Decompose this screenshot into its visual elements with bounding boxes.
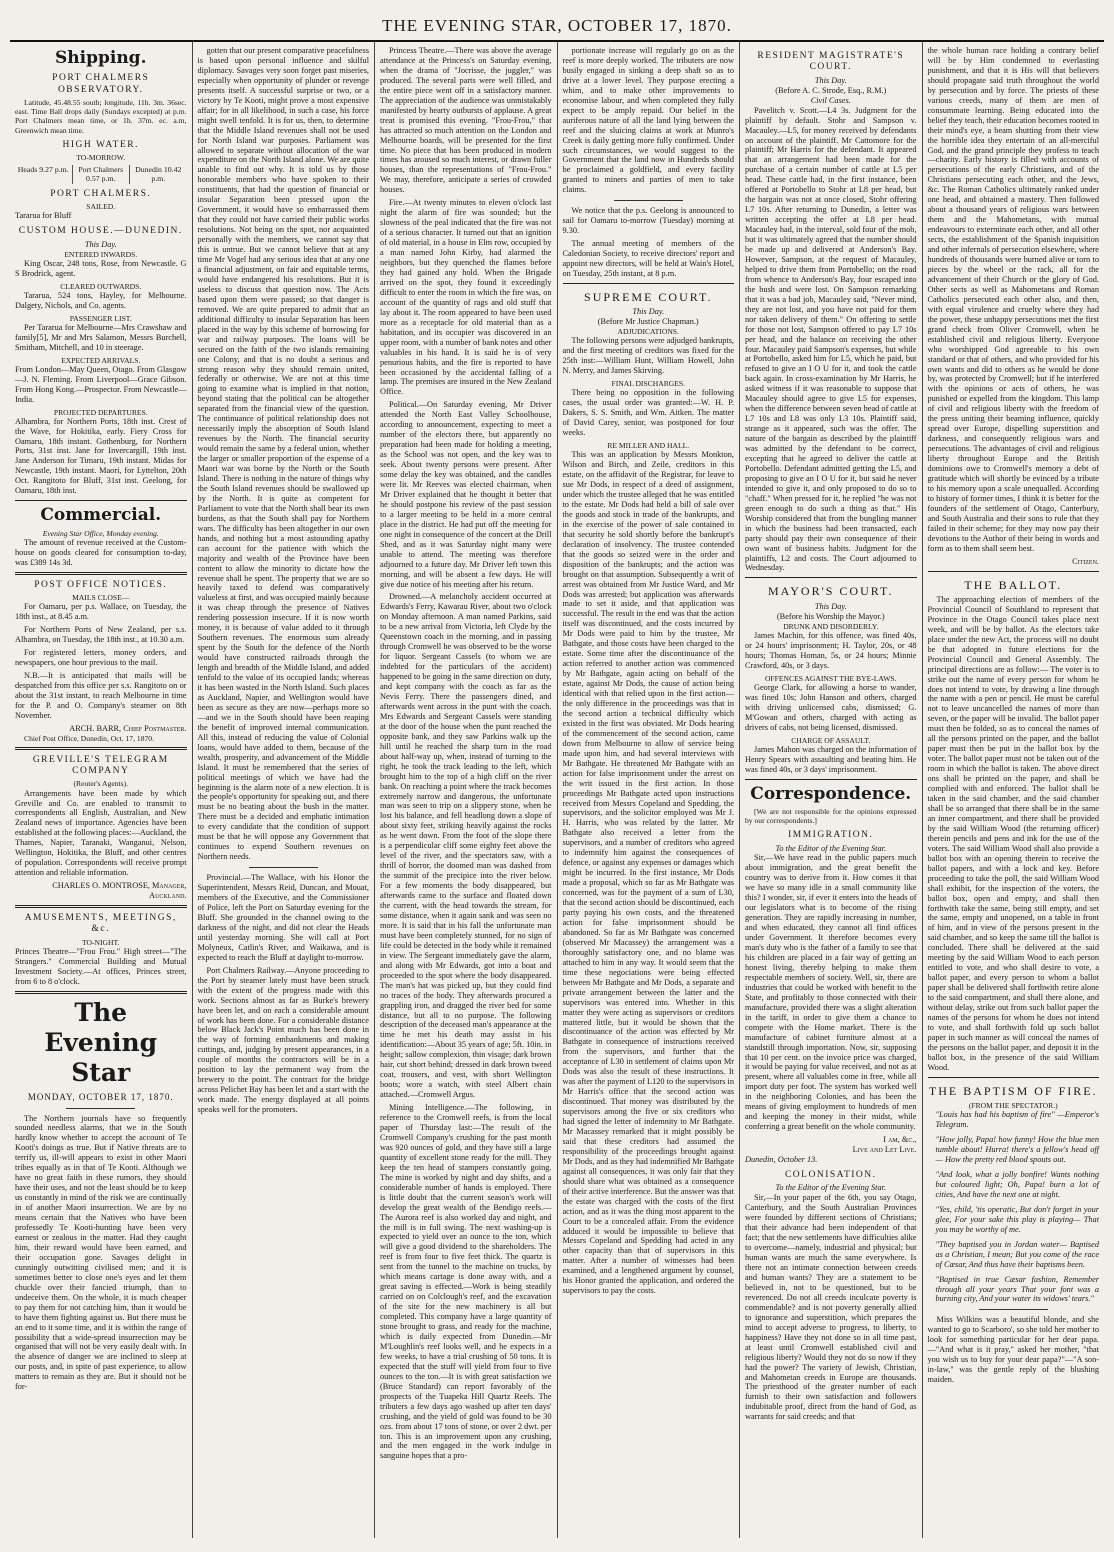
- sailed-text: Tararua for Bluff: [15, 211, 72, 221]
- immigration-date: Dunedin, October 13.: [745, 1155, 818, 1165]
- divider: [15, 747, 187, 750]
- cleared-label: CLEARED OUTWARDS.: [60, 281, 142, 291]
- correspondence-note: [We are not responsible for the opinions expressed by our correspondents.]: [745, 806, 917, 825]
- editorial-date: MONDAY, OCTOBER 17, 1870.: [27, 1091, 174, 1102]
- divider: [15, 991, 187, 994]
- colonisation-heading: COLONISATION.: [784, 1170, 877, 1180]
- byelaws-label: OFFENCES AGAINST THE BYE-LAWS.: [764, 673, 897, 683]
- observatory-text: Latitude, 45.48.55 south; longitude, 11h. 3m. 36sec. east. Time Ball drops daily (Sundays excepted) at p.m. Port Chalmers mean time, or 1h. 37m. ec. a.m, Greenwich mean time.: [15, 98, 187, 135]
- baptism-heading: THE BAPTISM OF FIRE.: [928, 1083, 1098, 1098]
- customs-this-day: This Day.: [84, 239, 117, 249]
- poem-verse-4: "They baptised you in Jordan water— Baptised as a Christian, I mean; But you come of the race of Cæsar, And thus have their baptisms been.: [935, 1239, 1099, 1269]
- colonisation-text: Sir,—In your paper of the 6th, you say Otago, Canterbury, and the South Australian Provinces were founded by different sections of Christians; that their advance had been independent of that fact; that the new settlements have difficulties alike to overcome—namely, industrial and physical; but human wants are much the same everywhere. Is there not an intimate connection between creeds and human wants? They are a statement to be believed in, not to be questioned, but to be reverenced. Do not all creeds inculcate poverty is commendable? and is not poverty generally allied to ignorance and superstition, which prepares the mind to accept adverse to progress, to liberty, to happiness? Have they not done so in all time past, at least until Cromwell established civil and religious liberty? Would they not do so now if they had the power? The variety of Jewish, Christian, and Mahometan creeds in Europe are thousands. The priesthood of the greater number of each furnish to their own satisfaction and followers indubitable proof, direct from the hand of God, as warrants for said creeds; and that: [745, 1193, 917, 1422]
- resident-this-day: This Day.: [814, 75, 847, 85]
- resident-court-heading: RESIDENT MAGISTRATE'S COURT.: [757, 51, 905, 73]
- tonight-label: TO-NIGHT.: [82, 937, 120, 947]
- column-5: [740, 42, 923, 1538]
- divider: [745, 577, 917, 578]
- projected-text: Alhambra, for Northern Ports, 18th inst. Crest of the Wave, for Hokitika, early. Fiery Cross for Oamaru, 18th instant. Gothenburg, for Northern Ports, 31st inst. Jane for Invercargill, 19th inst. Jane Anderson for Timaru, 19th instant. Midas for Newcastle, 19th instant. Maori, for Lyttelton, 20th Oct. Rangitoto for Bluff, 31st inst. Geelong, for Oamaru, 18th inst.: [15, 416, 187, 496]
- entered-label: ENTERED INWARDS.: [64, 249, 138, 259]
- column-1: [10, 42, 193, 1538]
- immigration-text: Sir,—We have read in the public papers much about immigration, and the great benefit the country was to derive from it. How comes it that we have so many idle in a small community like this? I wonder, sir, if ever it enters into the heads of our legislators what is to become of the rising generation. They are rapidly increasing in number, and when educated, they cannot all find offices under Government. It therefore becomes every man's duty who is the father of a family to see that his children are placed in a fair way of getting an honest living, thereby helping to make them respectable members of society. Well, sir, there are industries that could be worked with benefit to the State, and profitably to those connected with their manufacture, provided there was a slight alteration in the tariff, in order to give them a chance to compete with the Home market. There is the manufacture of cabinet furniture almost at a standstill through importation. Now, sir, supposing that 10 per cent. on the invoice price was charged, it would be paying for value received, and not as at present, where all valuables come in free, while all import duty per foot. The system has worked well in the neighboring Colonies, and has been the means of giving employment to hundreds of men and keeping the money in their midst, while conferring a great benefit on the whole community.: [745, 853, 917, 1132]
- customs-heading: CUSTOM HOUSE.—DUNEDIN.: [18, 226, 183, 237]
- shipping-heading: Shipping.: [55, 48, 147, 68]
- editorial-text: The Northern journals have so frequently sounded needless alarms, that we in the South hardly know whether to accept the account of Te Kooti's doings as true. But if Native threats are to terrify us, ill-will appears to exist in other Maori tribes equally as in that of Te Kooti. Although we have no great faith in these rumors, they should have their uses, and not the least should be to keep us constantly in mind of the risk we are continually in of another Maori insurrection. We are by no means certain that the Natives who have been professedly Te Kooti-hunting have been very earnest or zealous in the matter. Had they caught him, their reward would have been earned, and their occupation gone. Savages delight in cunningly outwitting civilised men; and it is sometimes better to close one's eyes and let them chuckle over their fancied triumph, than to undeceive them. On the whole, it is much cheaper to pay them for not catching him, than it would be to have them fighting against us. But there must be an end to it some time, and it is within the range of possibility that a wide-spread insurrection may be organised that will not be very easily dealt with. In the absence of danger we are inclined to sleep at our posts, and, in spite of past experience, to allow matters to remain as they are. But it should not be for-: [15, 1113, 187, 1392]
- port-chalmers-heading: PORT CHALMERS.: [50, 188, 152, 199]
- resident-before: (Before A. C. Strode, Esq., R.M.): [775, 85, 887, 95]
- political-text: Political.—On Saturday evening, Mr Driver attended the North East Valley Schoolhouse, according to announcement, expecting to meet a number of the electors there, but apparently no preparation had been made for holding a meeting, as the School was not open, and the key was to seek. About twenty persons were present. After some delay the key was obtained, and the candles were lit. Mr Reeves was elected chairman, when Mr Driver explained that he thought it better that he should postpone his review of the past session to a larger meeting to be held in a more central place in the district. He had put off the meeting for one night in consequence of the concert at the Drill Shed, and as it was Saturday night many were unable to attend. The meeting was therefore adjourned to a future day. Mr Driver left town this morning, and will be absent a few days. He will give due notice of his meeting after his return.: [380, 400, 552, 589]
- drowned-text: Drowned.—A melancholy accident occurred at Edwards's Ferry, Kawarau River, about two o'clock on Monday afternoon. A man named Parkins, said to be a new arrival from Victoria, left Clyde by the Queenstown coach in the morning, and in passing through Cromwell he was observed to be the worse for liquor. Sergeant Cassels (to whom we are indebted for the particulars of the accident) happened to be going in the same direction on duty, and kept company with the coach as far as the Nevis Ferry. There the passengers dined, and afterwards went across in the punt with the coach. Mrs Edwards and Sergeant Cassels were standing at the door of the house when the punt reached the opposite bank, and they saw Parkins walk up the hill until he reached the sharp turn in the road about half-way up, when, instead of turning to the right, he took the track leading to the left, which brought him to the top of a high cliff on the river bank. On reaching a point where the track becomes extremely narrow and dangerous, the unfortunate man was seen to trip on a slippery stone, when he lost his balance, and fell headlong down a slope of about sixty feet, striking heavily against the rocks as he went down. From the foot of the slope there is a perpendicular cliff some eighty feet above the level of the river, and the spectators saw, with a thrill of horror, the doomed man was dashed from the summit of the precipice into the river below. For a few moments the body disappeared, but afterwards came to the surface and floated down the current, with the head towards the stream, for some distance, when it again sank and was seen no more. It is said that in his fall the unfortunate man must have been completely stunned, for no sign of life could be detected in the body while it remained in view. The Sergeant immediately gave the alarm, and along with Mr Edwards, got into a boat and proceeded to the spot where the body disappeared. The man's hat was picked up, but they could find no traces of the body. They afterwards procured a grappling iron, and dragged the river bed for some distance, but all to no purpose. The following description of the deceased man's appearance at the time he met his death may assist in his identification:—About 35 years of age; 5ft. 10in. in height; sallow complexion, thin visage; dark brown hair, cut short behind; dressed in dark brown tweed coat, trousers, and vest, with short Wellington boots; wore a watch, with steel Albert chain attached.—Cromwell Argus.: [380, 592, 552, 1100]
- divider: [614, 200, 683, 201]
- closing-anecdote: Miss Wilkins was a beautiful blonde, and she wanted to go to Scarboro', so she told her mother to look for something particular for her dear papa.—"And what is it pray," asked her mother, "that you wish us to buy for your dear papa?"—"A son-in-law," was the gentle reply of the blushing maiden.: [927, 1315, 1099, 1385]
- passenger-label: PASSENGER LIST.: [69, 313, 132, 323]
- passenger-text: Per Tararua for Melbourne—Mrs Crawshaw and family[5], Mr and Mrs Salamon, Messrs Burchell, Smitham, Mitchell, and 10 in steerage.: [15, 322, 187, 352]
- hw-port: Port Chalmers 0.57 p.m.: [72, 165, 130, 184]
- post-signature: ARCH. BARR, Chief Postmaster.: [69, 723, 187, 733]
- theatre-text: Princess Theatre.—There was above the average attendance at the Princess's on Saturday evening, when the drama of "Jocrisse, the juggler," was produced. The several parts were well filled, and the entire piece went off in a satisfactory manner. The appreciation of the audience was unmistakably manifested by hearty outbursts of applause. A great treat is promised this evening. "Frou-Frou," that has attracted so much attention on the London and Melbourne boards, will be presented for the first time. No piece that has been produced in modern times has aroused so much interest, or drawn fuller houses, than the representations of "Frou-Frou." We may, therefore, anticipate a series of crowded houses.: [380, 46, 552, 195]
- miller-hall-text: This was an application by Messrs Monkton, Wilson and Birch, and Zeile, creditors in this estate, on the affidavit of the Registrar, for leave to sue Mr Dods, in respect of a deed of assignment, under which the trustee alleged that he was entitled to the estate. Mr Dods had held a bill of sale over the goods and stock in trade of the bankrupts, and in the exercise of the power of sale contained in that security he sold shortly before the bankrupt's declaration of insolvency. The trustee contended that the goods so seized were in the order and disposition of the bankrupts; and the action was brought on that assumption. Subsequently a writ of arrest was obtained from Mr Justice Ward, and Mr Dods was arrested; but application was afterwards made to set it aside, and that application was successful. The result in the end was that the action itself was discontinued, and the costs incurred by Mr Dods were paid to him by the trustee, Mr Bathgate, and those costs have been charged to the estate. Some time after the discontinuance of the action referred to another action was commenced by Mr Bathgate, again acting on behalf of the estate, against Mr Dods, the cause of action being identical with that relied upon in the first action—the only difference in the proceedings was that in the second action a technical difficulty which existed in the first was obviated. Mr Dods hearing of the commencement of the second action, came down from Melbourne to allow of service being made upon him, and had several interviews with Mr Bathgate. He threatened Mr Bathgate with an action for false imprisonment under the arrest on the writ issued in the first action. In those proceedings Mr Bathgate acted upon instructions received from Messrs Copeland and Spedding, the supervisors, and the solicitor employed was Mr J. H. Harris, who was related by the latter. Mr Bathgate also received a letter from the supervisors, and a number of creditors who agreed to indemnify him against the consequences of defence, or against any expenses or damages which might be incurred. In the first instance, Mr Dods made a proposal, which so far as Mr Bathgate was concerned, was for the payment of a sum of L30, that the second action should be discontinued, each party paying his own costs, and the threatened action for false imprisonment should be abandoned. So far as Mr Bathgate was concerned (observed Mr Macassey) the arrangement was a thoroughly satisfactory one, and no blame was attached to him in any way. It would seem that the time these negociations were being effected between Mr Bathgate and Mr Dods, a separate and private arrangement between the latter and the supervisors was entered into. Whether in this matter they were acting as supervisors or creditors mattered little, but it would be shown that the discontinuance of the action was effected by Mr Bathgate in consequence of instructions received from the supervisors, and further that the acceptance of L30 in settlement of claims upon Mr Dods was also the result of these instructions. It was after the payment of L120 to the supervisors in Mr Harris's office that the second action was discontinued. That money was distributed by the supervisors among the five or six creditors who had signed the letter of indemnity to Mr Bathgate. Mr Macassey remarked that it might possibly be said that these creditors had assumed the responsibility of the proceedings brought against Mr Dods, and as they had indemnified Mr Bathgate against all consequences, it was only fair that they should share what was obtained as a consequence of their active interference. But the answer was that the estate was charged with the costs of the first action, and as it was the thing most apparent to the Court to be a concealed affair. From the evidence adduced it would be impossible to believe that Messrs Copeland and Spedding had acted in any other capacity than that of supervisors in this matter. After a number of witnesses had been examined, and a lengthened argument by counsel, his Honor granted the application, and ordered the supervisors to pay the costs.: [562, 450, 734, 1296]
- greville-signature: CHARLES O. MONTROSE, Manager, Auckland.: [52, 881, 187, 901]
- supreme-this-day: This Day.: [632, 307, 665, 317]
- immigration-sig-1: I am, &c.,: [883, 1135, 917, 1145]
- column-2: [193, 42, 376, 1538]
- newspaper-page: [10, 10, 1104, 1546]
- projected-label: PROJECTED DEPARTURES.: [53, 407, 148, 417]
- column-container: [10, 42, 1104, 1538]
- colonisation-continued: the whole human race holding a contrary belief will be by Him condemned to everlasting punishment, and that it is His will that believers should propagate said truth throughout the world by persecution and by force. The priests of these various creeds, many of them are men of consummate learning. Being educated into the belief they teach, their education becomes rooted in their mind's eye, a beam shutting from their view the horrible idea they entertain of an all-merciful God, and the grand principle they profess to teach—charity. Early history is filled with accounts of persecutions of the early Christians, and of the Christians persecuting each other, and the Jews, &c. The Roman Catholics ultimately ranked under one head, and obtained a mastery. Then followed about a thousand years of religious wars between them and the Mahometans, with mutual endeavours to exterminate each other, and all other sects, the establishment of the Spanish inquisition and other infernals of persecution elsewhere, where hundreds of thousands were burned alive or torn to pieces by the wheel or the rack, all for the advancement of their Church or the glory of God. Other sects as well as Mahometans and Roman Catholics persecuted each other also, and then, with equal virulence and cruelty where they had the power, these unhappy persecutions met the first grand check from Oliver Cromwell, when he established civil and religious liberty. Everyone who worshipped God agreeable to his own standard or that of others, and who provided for his own wants and did to others as he would be done by, was protected by Cromwell; but if he interfered with the opinions or acts of others, he was punished or expelled from the kingdom. This lamp of civil and religious liberty with the freedom of the press uniting their beaming influence, quickly spread over Europe, dispelling superstition and darkness, and consequently religious wars and persecutions. The advantages of civil and religious liberty throughout Europe and the British dominions owe to Cromwell's memory a debt of gratitude which will shortly be evinced by a tribute to his memory upon a scale unequalled. According to history of former times, I think it is better for the founders of the settlement of Otago, Canterbury, and South Australia and their sons to rule that they failed in their scheme; for they may now pay their devotions to the Author of their being in words and form as to them shall seem best.: [927, 46, 1099, 553]
- column-4: [558, 42, 741, 1538]
- mayors-before: (Before his Worship the Mayor.): [776, 611, 885, 621]
- divider: [928, 571, 1100, 572]
- expected-label: EXPECTED ARRIVALS.: [61, 355, 141, 365]
- cleared-text: Tararua, 524 tons, Hayley, for Melbourne. Dalgety, Nichols, and Co. agents.: [15, 290, 187, 310]
- post-text-4: N.B.—It is anticipated that mails will be despatched from this office per s.s. Rangitoto on or about the 31st instant, to reach Melbourne in time for the P. and O. Company's steamer on 8th November.: [15, 670, 187, 720]
- divider: [928, 1077, 1100, 1078]
- provincial-text: Provincial.—The Wallace, with his Honor the Superintendent, Messrs Reid, Duncan, and Mouat, members of the Executive, and the Commissioner of Police, left the Port on Saturday evening for the Bluff. She grounded in the channel owing to the darkness of the night, and did not clear the Heads until yesterday morning. She will call at Port Molyneux, Catlin's River, and Waikawa, and is expected to reach the Bluff at daylight to-morrow.: [197, 873, 369, 962]
- baptism-source: (FROM THE SPECTATOR.): [968, 1101, 1058, 1111]
- adjudications-label: ADJUDICATIONS.: [617, 327, 679, 337]
- discharges-label: FINAL DISCHARGES.: [611, 379, 686, 389]
- poem-verse-2: "And look, what a jolly bonfire! Wants nothing but coloured light; Oh, Papa! burn a lot of cities, And have the next one at night.: [935, 1169, 1099, 1199]
- hw-dunedin: Dunedin 10.42 p.m.: [129, 165, 187, 184]
- assault-text: James Mahon was charged on the information of Henry Spears with assaulting and beating him. He was fined 40s, or 3 days' imprisonment.: [745, 744, 917, 774]
- commercial-text: The amount of revenue received at the Custom-house on goods cleared for consumption to-day, was £389 14s 3d.: [15, 537, 187, 567]
- ballot-heading: THE BALLOT.: [964, 577, 1063, 592]
- supreme-court-heading: SUPREME COURT.: [584, 289, 713, 304]
- tomorrow-label: TO-MORROW.: [76, 153, 126, 162]
- post-text-1: For Oamaru, per p.s. Wallace, on Tuesday, the 18th inst., at 8.45 a.m.: [15, 602, 187, 622]
- post-text-2: For Northern Ports of New Zealand, per s.s. Alhambra, on Tuesday, the 18th inst., at 10.30 a.m.: [15, 625, 187, 644]
- mayors-court-heading: MAYOR'S COURT.: [768, 584, 894, 599]
- divider: [15, 905, 187, 908]
- civil-cases-label: Civil Cases.: [810, 95, 851, 105]
- caledonian-text: The annual meeting of members of the Caledonian Society, to receive directors' report and appoint new directors, will be held at Wain's Hotel, on Tuesday, 25th instant, at 8 p.m.: [562, 239, 734, 279]
- hw-heads: Heads 9.27 p.m.: [17, 165, 69, 175]
- sailed-label: SAILED.: [86, 202, 116, 212]
- high-water-table: [15, 165, 187, 184]
- mining-text: Mining Intelligence.—The following, in reference to the Cromwell reefs, is from the local paper of Thursday last:—The result of the Cromwell Company's crushing for the past month was 920 ounces of gold, and they have still a large quantity of excellent stone ready for the mill. They keep the ten head of stampers constantly going. The mine is worked by night and day shifts, and a considerable number of hands is employed. There is little doubt that the current season's work will develop the great wealth of the Bendigo reefs.—The Aurora reef is also worked day and night, and the mill is in full swing. The next washing-up is expected to yield over an ounce to the ton, which will give a good dividend to the shareholders. The reef is from four to five feet thick. The quartz is sent from the tunnel to the machine on trucks, by which means cartage is done away with, and a great saving is effected.—Work is being steadily carried on on Colclough's reef, and the excavation of the site for the new machinery is all but completed. This company have a large quantity of stone brought to grass, and ready for the machine, which is daily expected from Dunedin.—Mr M'Loughlin's reef looks well, and he expects in a few weeks, to have a trial crushing of 50 tons. It is expected that the stuff will yield from four to five ounces to the ton.—It is with great satisfaction we (Bruce Standard) can report favorably of the prospects of the Tuapeka Hill Quartz Reefs. The tributers a few days ago washed up after ten days' crushing, and the yield of gold was found to be 30 ozs. from about 17 tons of stone, or over 2 dwt. per ton. This is an improvement upon any crushing, and the men engaged in the work indulge in sanguine hopes that a pro-: [380, 1103, 552, 1461]
- colonisation-to: To the Editor of the Evening Star.: [775, 1183, 887, 1193]
- poem-verse-5: "Baptised in true Cæsar fashion, Remember through all your years That your font was a burning city, And your water its widows' tears.": [935, 1274, 1099, 1304]
- mails-close-label: MAILS CLOSE—: [72, 593, 130, 602]
- high-water-heading: HIGH WATER.: [62, 139, 139, 150]
- greville-text: Arrangements have been made by which Greville and Co. are enabled to transmit to correspondents all English, Australian, and New Zealand news of importance. Agencies have been established at the following places:—Auckland, the Thames, Napier, Taranaki, Wanganui, Nelson, Wellington, Hokitika, the Bluff, and other centres of population. Correspondents will receive prompt attention and reliable information.: [15, 788, 187, 878]
- evening-star-title: The Evening Star: [44, 997, 158, 1087]
- column-3: [375, 42, 558, 1538]
- miller-hall-label: RE MILLER AND HALL.: [607, 441, 690, 451]
- divider: [15, 572, 187, 575]
- poem-verse-1: "How jolly, Papa! how funny! How the blue men tumble about! Hurra! there's a fellow's head off— How the pretty red blood spouts out.: [935, 1135, 1099, 1165]
- ballot-text: The approaching election of members of the Provincial Council of Southland to represent that Province in the Otago Council takes place next week, and will be by ballot. As the electors take place under the new Act, the process will no doubt be that adopted in future elections for the Provincial Council and General Assembly. The principal directions are as follow:— The voter is to strike out the name of every person for whom he does not intend to vote, by drawing a line through the name with a pen or pencil. He must be careful not to leave uncancelled the names of more than seven, or the paper will be invalid. The ballot paper must then be folded, so as to conceal the names of all the persons printed on the paper, and the ballot paper must then be put in the ballot box by the voter. The ballot paper must not be taken out of the room in which the ballot is taken. The above direct ons shall be printed on the paper, and shall be complied with and enforced. The ballot shall be taken in the said chamber, and the said chamber shall be so arranged that there shall be in the same an inner compartment, and there shall be provided by the said William Wood (the returning officer) therein pencils and pens and ink for the use of the voters. The said William Wood shall also provide a ballot box with an opening therein to receive the ballot papers, and with a lock and key. Before proceeding to take the poll, the said William Wood shall exhibit, for the inspection of the voters, the ballot box, open and empty, and shall then forthwith take the same, being still empty, and set the same, empty and unopened, on a table in front of him, and in view of the persons present in the said chamber, and so keep the same till the ballot is concluded. There shall be delivered at the said meeting by the said William Wood to each person entitled to vote, and who shall desire to vote, a ballot paper, and every person to whom a ballot paper shall be delivered shall forthwith retire alone to the said compartment, and shall there alone, and without delay, strike out from such ballot paper the names of the persons for whom he does not intend to vote, and shall forthwith fold up such ballot paper in such manner as will conceal the names of the persons on the ballot paper, and deposit it in the ballot box, in the presence of the said William Wood.: [927, 594, 1099, 1072]
- divider: [249, 867, 318, 868]
- fire-text: Fire.—At twenty minutes to eleven o'clock last night the alarm of fire was sounded; but the slowness of the peal indicated that the fire was not of a serious character. It turned out that an ignition of old material, in a house in Elm row, occupied by a man named John Kirby, had alarmed the neighbors, but they quenched the flames before they had gained any hold. When the Brigade arrived on the spot, they found it exceedingly difficult to enter the room in which the fire was, on account of the quantity of rags and old stuff that lay about it. The room appeared to have been used more as a receptacle for old material than as a habitation, and its occupier was discovered in an upper room, with a number of bank notes and other valuables in his hand. It is said he is of very penurious habits, and the fire is reported to have been occasioned by the accidental falling of a lamp. The premises are insured in the New Zealand Office.: [380, 198, 552, 397]
- post-office-heading: POST OFFICE NOTICES.: [34, 579, 168, 590]
- divider: [563, 283, 735, 284]
- drunk-text: James Machin, for this offence, was fined 40s, or 24 hours' imprisonment; H. Taylor, 20s, or 48 hours; Thomas Homan, 5s, or 24 hours; Minnie Crawford, 40s, or 3 days.: [745, 630, 917, 670]
- mining-continued: portionate increase will regularly go on as the reef is more deeply worked. The tributers are now busily engaged in sinking a deep shaft so as to drive at a lower level. They purpose erecting a whim, and to make other improvements to economise labour, and when completed they fully expect to be amply repaid. Our belief in the auriferous nature of all the land lying between the reef and the sluicing claims at work at Munro's Creek is daily getting more fully confirmed. Under such circumstances, we would suggest to the Government that the land now in Hundreds should be proclaimed a goldfield, and every facility granted to miners and parties of men to take claims.: [562, 46, 734, 195]
- adjudications-text: The following persons were adjudged bankrupts, and the first meeting of creditors was fixed for the 25th inst:—William Hunt, William Howell, John N. Merry, and James Skirving.: [562, 336, 734, 376]
- amusements-text: Princes Theatre—"Frou Frou." High street—"The Strangers." Commercial Building and Mutual Investment Society.—At offices, Princes street, from 6 to 8 o'clock.: [15, 946, 187, 986]
- post-date: Chief Post Office, Dunedin, Oct. 17, 1870.: [24, 733, 154, 743]
- column-6: [923, 42, 1105, 1538]
- supreme-before: (Before Mr Justice Chapman.): [597, 317, 699, 327]
- greville-subheading: (Reuter's Agents).: [73, 779, 128, 789]
- observatory-heading: PORT CHALMERS OBSERVATORY.: [52, 73, 150, 95]
- divider: [66, 1108, 135, 1109]
- greville-heading: GREVILLE'S TELEGRAM COMPANY: [32, 754, 169, 777]
- editorial-continued: gotten that our present comparative peacefulness is based upon personal influence and skilful diplomacy. Savages very soon forget past miseries, especially when opportunity of plunder or revenge presents itself. A successful surprise or two, or a victory by Te Kooti, might prove a most expensive affair; for in all likelihood, in such a case, his force might swell tenfold. It is for us, then, to determine that the Middle Island revenues shall not be used for North Island war purposes. Parliament was allowed to separate without allocation of the war expenditure on the North Island alone. We are quite unable to find out why. It is told us by those honorable members who have spoken to their constituents, that had the question of financial or insular Separation been pressed upon the Government, it would have so embarrassed them that they could not have carried their public works resolutions. Not being on the spot, nor acquainted personally with the members, we cannot say that this is untrue. But we cannot believe that at any time Mr Vogel had any serious idea that at any one a financial adjustment, on fair and equitable terms, would have endangered his resolutions. But it is useless to discuss that question now. The Acts based upon them were passed; so that danger is removed. We are quite prepared to admit that an additional difficulty to insular Separation has been placed in the way by this scheme of borrowing for war and railway purposes. The loans will be secured on the faith of the two islands remaining one Colony, and that is no doubt a serious and strong reason why they should remain united, federally or otherwise. We are not at this time going to examine what is implied in that notion, beyond stating that the political can be altogether separated from the financial view of the question. The continuance of political relationship does not necessarily imply the absorption of South Island revenues by the North. The financial security would remain the same by a federal union, whether the larger or smaller proportion of the expense of a Maori war was borne by the North or the South Island. There is nothing in the nature of things why the South Island revenues should be swallowed up by the North. It is quite as competent for Parliament to vote that the North shall bear its own burdens, as that the South shall pay for Northern wars. The difficulty has been altogether in our own hands, and nothing but a most astounding apathy can account for the patience with which the majority and wealth of the Province have been content to allow the minority to dictate how the revenue shall be spent. The property that we are so heavily taxed to defend was comparatively valueless at first, and was occupied mainly because it was cheap through the presence of Natives rendering possession insecure. If it is now worth money, it is because of value added to it through Southern revenues. The enormous sum already spent by the South for the defence of the North would have constructed railroads through the length and breadth of the Middle Island, and added tenfold to the value of its occupied lands; whereas it has been wasted in the North Island. Such places as Auckland, Napier, and Wellington would have been as secure as they are now—perhaps more so—and we in the South should have been reaping the benefit of improved internal communication. All this, instead of reducing the value of Colonial loans, would have added to them, because of the wealth, prosperity, and advancement of the Middle Island. It must be remembered that the series of political meetings of which we have had the beginning is the alarm note of a new election. It is the people's opportunity for speaking out, and there must be no beating about the bush in the matter. There must be a decided and emphatic intimation to every candidate that the condition of support must be that he will oppose any Government that continues to expend Southern revenues on Northern needs.: [197, 46, 369, 862]
- amusements-heading: AMUSEMENTS, MEETINGS, &c.: [24, 913, 177, 935]
- divider: [979, 1309, 1048, 1310]
- baptism-epigraph: "Louis has had his baptism of fire" —Emperor's Telegram.: [935, 1110, 1099, 1130]
- byelaws-text: George Clark, for allowing a horse to wander, was fined 10s; John Hanson and others, charged with driving unlicensed cabs, dismissed; G. M'Gowan and others, charged with acting as drivers of cabs, not being licensed, dismissed.: [745, 682, 917, 732]
- divider: [15, 500, 187, 501]
- immigration-to: To the Editor of the Evening Star.: [775, 843, 887, 853]
- commercial-dateline: Evening Star Office, Monday evening.: [42, 528, 159, 538]
- drunk-label: DRUNK AND DISORDERLY.: [783, 621, 879, 631]
- railway-text: Port Chalmers Railway.—Anyone proceeding to the Port by steamer lately must have been struck with the extent of the progress made with this work. Sections almost as far as Burke's brewery have been let, and on each a considerable amount of work has been done. For a considerable distance below Black Jack's Point much has been done in the way of forming embankments and making cuttings, and, judging by present appearances, in a couple of months the contractors will be in a position to lay the permanent way from the brewery to the point. The contract for the bridge across Pelichet Bay has been let and a start with the work made. The energy displayed at all points speaks well for the promoters.: [197, 965, 369, 1115]
- correspondence-heading: Correspondence.: [750, 783, 912, 804]
- assault-label: CHARGE OF ASSAULT.: [791, 735, 871, 745]
- divider: [745, 779, 917, 780]
- civil-cases-text: Pavelitch v. Scott.—L4 3s. Judgment for the plaintiff by default. Stohr and Sampson v. Macauley.—L5, for money received by defendants on account of the plaintiff. Mr Cattomore for the plaintiff; Mr Harris for the defendant. It appeared that an arrangement had been made for the purchase of a certain number of cattle at L5 per head. These cattle had, in the first instance, been offered at Portobello to Stohr at L8 per head, but the bargain was not at once closed, Stohr offering L7 10s. After returning to Dunedin, a letter was written accepting the offer at L8 per head. Macauley had, in the interval, sold four of the mob, but it was ultimately agreed that the number should be made up and delivered at Anderson's Bay. However, Sampson, at the request of Macauley, helped to drive them from Portobello; on the road from whence to Anderson's Bay, four escaped into the bush and were lost. On Sampson remarking that it was a bad job, Macauley said, "Never mind, they are not lost, and you have not paid for them nor taken delivery of them." On offering to settle for those not lost, Sampson offered to pay L7 10s per head, and the balance on receiving the other four. Macauley paid Sampson's expenses, but while at Portobello, asked him for L5, which he paid, but refused to give an I O U for it, and took the cattle back again. In cross-examination by Mr Harris, he asked witness if it was reasonable to suppose that Macauley should agree to give L5 for expenses, when the difference between seven head of cattle at L7 10s and L8 was only L3 10s. Plaintiff said, strange as it appeared, such was the offer. The nature of the bargain as described by the plaintiff was admitted by the defendant to be correct, excepting that he agreed to deliver the cattle at Portobello. Defendant admitted getting the L5, and proposing to give an I O U for it, but said he never intended to give it, and only proposed to do so to "chaff." When pressed for it, he replied "he was not green enough to do such a thing as that." His Worship considered that from the bungling manner in which the business had been transacted, each party should pay their own consequence of their own want of business habits. Judgment for the plaintiffs, L2 and costs. The Court adjourned to Wednesday.: [745, 105, 917, 573]
- expected-text: From London—May Queen, Otago. From Glasgow—J. N. Fleming. From Liverpool—Grace Gibson. From Hong Kong.—Prospector. From Newcastle—India.: [15, 364, 187, 404]
- commercial-heading: Commercial.: [40, 505, 162, 526]
- immigration-heading: IMMIGRATION.: [788, 830, 874, 841]
- entered-text: King Oscar, 248 tons, Rose, from Newcastle. G S Brodrick, agent.: [15, 258, 187, 278]
- page-masthead: THE EVENING STAR, OCTOBER 17, 1870.: [10, 10, 1104, 42]
- geelong-text: We notice that the p.s. Geelong is announced to sail for Oamaru to-morrow (Tuesday) morning at 9.30.: [562, 206, 734, 236]
- citizen-signature: Citizen.: [1072, 556, 1099, 566]
- mayors-this-day: This Day.: [814, 601, 847, 611]
- immigration-sig-2: Live and Let Live.: [852, 1145, 917, 1155]
- post-text-3: For registered letters, money orders, and newspapers, one hour previous to the mail.: [15, 647, 187, 667]
- discharges-text: There being no opposition in the following cases, the usual order was granted:—W. H. P. Dakers, S. S. Smith, and Wm. Aitken. The matter of David Carey, senior, was postponed for four weeks.: [562, 388, 734, 438]
- poem-verse-3: "Yes, child, 'tis operatic, But don't forget in your glee, For your sake this play is playing— That you may be worthy of me.: [935, 1204, 1099, 1234]
